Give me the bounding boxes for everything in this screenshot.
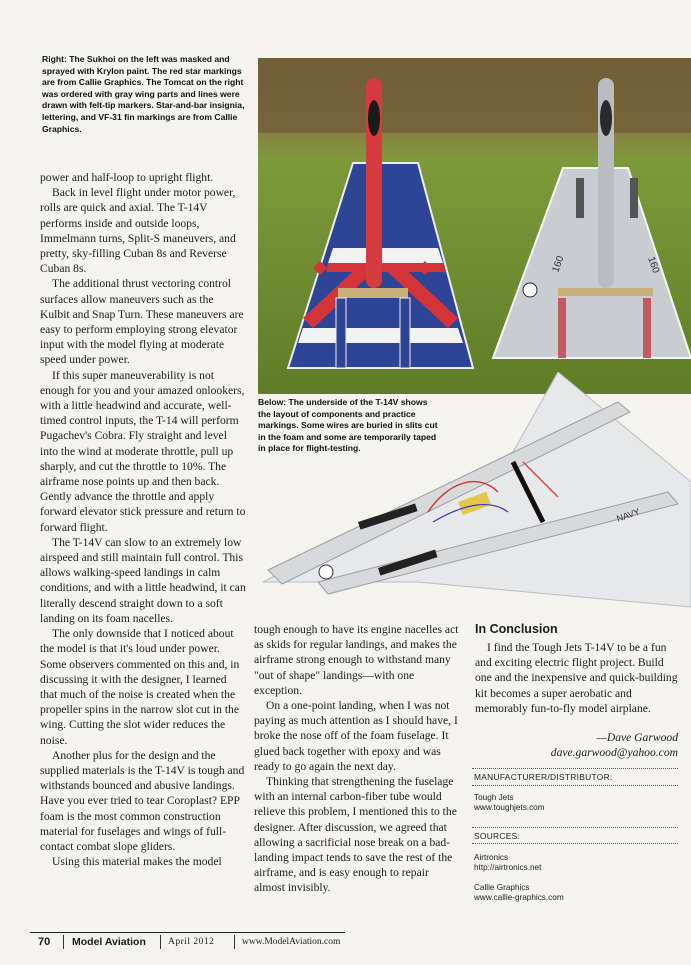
magazine-name: Model Aviation <box>72 936 146 948</box>
author-email[interactable]: dave.garwood@yahoo.com <box>550 746 678 759</box>
tomcat-number-left: 160 <box>550 254 567 275</box>
footer-separator <box>234 935 235 949</box>
sidebar-divider <box>472 785 678 786</box>
article-column-1 <box>40 170 246 869</box>
sources-heading: SOURCES: <box>474 831 521 841</box>
article-column-2 <box>254 622 462 896</box>
manufacturer-heading: MANUFACTURER/DISTRIBUTOR: <box>474 772 613 782</box>
sidebar-divider <box>472 827 678 828</box>
col2-paragraph: On a one-point landing, when I was not paying as much attention as I should have, I broke the nose off of the foam fuselage. It glued back together with epoxy and was ready to go again the next day. <box>254 699 458 773</box>
source-url[interactable]: http://airtronics.net <box>474 863 542 872</box>
col1-paragraph: Another plus for the design and the supplied materials is the T-14V is tough and withstands bounced and abusive landings. Have you ever tried to tear Coroplast? EPP foam is the most common construction material for fuselages and wings of full-contact combat slope gliders. <box>40 748 245 853</box>
manufacturer-url[interactable]: www.toughjets.com <box>474 803 545 812</box>
footer-separator <box>160 935 161 949</box>
footer-separator <box>63 935 64 949</box>
tomcat-number-right: 160 <box>645 255 662 275</box>
sidebar-divider <box>472 768 678 769</box>
col1-paragraph: power and half-loop to upright flight. <box>40 171 214 184</box>
footer-rule <box>30 932 345 933</box>
conclusion-text <box>475 640 683 716</box>
conclusion-heading: In Conclusion <box>475 622 558 636</box>
col2-paragraph: Thinking that strengthening the fuselage with an internal carbon-fiber tube would relieve this problem, I mentioned this to the designer. After discussion, we agreed that allowing a sacrificial nose break on a bad-landing impact tends to save the rest of the airframe, and is easy enough to repair almost invisibly. <box>254 775 457 895</box>
col1-paragraph: If this super maneuverability is not enough for you and your amazed onlookers, with a little headwind and accurate, well-timed control inputs, the T-14 will perform Pugachev's Cobra. Fly straight and level into the wind at moderate throttle, pull up sharply, and cut the throttle to 10%. The airframe nose points up and then back. Gently advance the throttle and apply forward elevator stick pressure and return to forward flight. <box>40 368 246 534</box>
underside-photo-caption: Below: The underside of the T-14V shows the layout of components and practice markings. Some wires are buried in slits cut in the foam and some are temporarily taped in place for flight-testing. <box>258 397 438 454</box>
footer-url[interactable]: www.ModelAviation.com <box>242 937 341 947</box>
manufacturer-name: Tough Jets <box>474 793 514 802</box>
sukhoi-tomcat-photo <box>258 58 691 394</box>
col2-paragraph: tough enough to have its engine nacelles act as skids for regular landings, and makes the airframe strong enough to withstand many "out of shape" landings—with one exception. <box>254 623 459 697</box>
source-name: Callie Graphics <box>474 883 530 892</box>
col1-paragraph: The only downside that I noticed about the model is that it's loud under power. Some observers commented on this and, in discussing it with the designer, I learned that much of the noise is created when the propeller spins in the narrow slot cut in the wing. Cutting the slot wider reduces the noise. <box>40 627 240 747</box>
col1-paragraph: Back in level flight under motor power, rolls are quick and axial. The T-14V performs inside and outside loops, Immelmann turns, Split-S maneuvers, and pretty, sky-filling Cuban 8s and Reverse Cuban 8s. <box>40 186 236 276</box>
col1-paragraph: The T-14V can slow to an extremely low airspeed and still maintain full control. This allows walking-speed landings in calm conditions, and with a little headwind, it can literally descend straight down to a soft landing on its foam nacelles. <box>40 535 246 625</box>
source-url[interactable]: www.callie-graphics.com <box>474 893 564 902</box>
underside-photo <box>258 372 691 617</box>
conclusion-paragraph: I find the Tough Jets T-14V to be a fun and exciting electric flight project. Build one and the inexpensive and quick-building kit becomes a super aerobatic and memorably fun-to-fly model airplane. <box>475 641 678 715</box>
col1-paragraph: The additional thrust vectoring control surfaces allow maneuvers such as the Kulbit and Snap Turn. These maneuvers are easy to perform employing strong elevator input with the model flying at moderate speed under power. <box>40 277 244 367</box>
col1-paragraph: Using this material makes the model <box>52 855 222 869</box>
top-photo-caption: Right: The Sukhoi on the left was masked and sprayed with Krylon paint. The red star markings are from Callie Graphics. The Tomcat on the right was ordered with gray wing parts and lines were drawn with felt-tip markers. Star-and-bar insignia, lettering, and VF-31 fin markings are from Callie Graphics. <box>42 54 245 134</box>
author-name: —Dave Garwood <box>596 731 678 744</box>
sidebar-divider <box>472 843 678 844</box>
source-name: Airtronics <box>474 853 509 862</box>
issue-date: April 2012 <box>168 937 215 947</box>
page-number: 70 <box>38 936 51 948</box>
underside-lettering: NAVY <box>615 506 642 524</box>
